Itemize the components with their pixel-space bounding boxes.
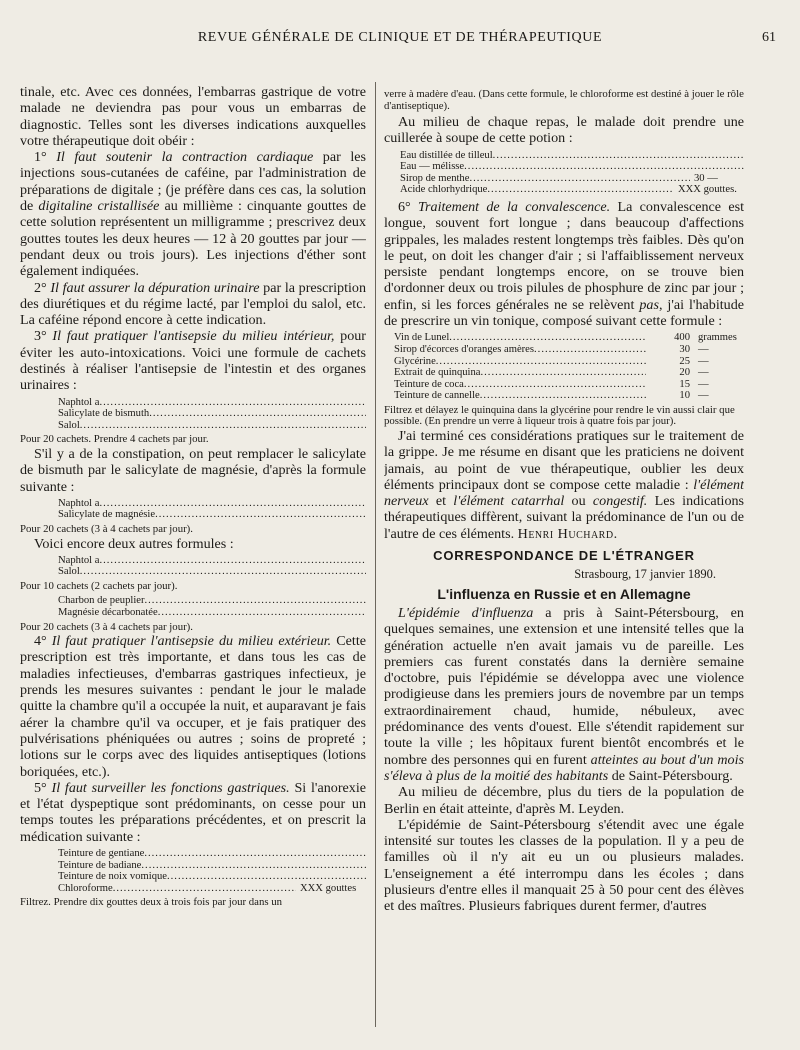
author-signature: Henri Huchard. xyxy=(517,525,618,542)
paragraph-indication-2: 2° Il faut assurer la dépuration urinaire par la prescription des diurétiques et du régime lacté, par l'emploi du salol, etc. La caféine répond encore à cette indication. xyxy=(20,279,366,329)
formula-row: Teinture de cannelle ..... 10 — xyxy=(394,390,744,402)
prescription-3: Naphtol a ..... Salol ..... xyxy=(20,555,366,578)
formula-row: Vin de Lunel ..... 400 grammes xyxy=(394,332,744,344)
paragraph: Voici encore deux autres formules : xyxy=(34,535,234,552)
formula-row: Glycérine ..... 25 — xyxy=(394,356,744,368)
paragraph-indication-1: 1° Il faut soutenir la contraction cardiaque par les injections sous-cutanées de caféine, par l'administration de préparations de digitale ; (je préfère dans ces cas, la solution de digitaline cristallisée au millième : cinquante gouttes de cette solution représentent un milligramme ; prescrivez deux gouttes toutes les deux heures — 12 à 20 gouttes par jour — pendant deux ou trois jours). Les injections d'éther sont également indiquées. xyxy=(20,149,366,280)
prescription-6: Eau distillée de tilleul ..... Eau — mélisse ..... Sirop de menthe ..... 30 — Acide chlorhydrique ..... XXX gouttes. xyxy=(384,150,744,196)
paragraph: tinale, etc. Avec ces données, l'embarras gastrique de votre malade ne deviendra pas pour vous un embarras de diagnostic. Telles sont les diverses indications auxquelles votre thérapeutique doit obéir : xyxy=(20,84,366,149)
prescription-note: verre à madère d'eau. (Dans cette formule, le chloroforme est destiné à jouer le rôle d'antiseptique). xyxy=(384,89,744,112)
formula-row: Sirop d'écorces d'oranges amères ..... 30 — xyxy=(394,344,744,356)
prescription-note: Filtrez. Prendre dix gouttes deux à trois fois par jour dans un xyxy=(20,896,283,909)
page-header xyxy=(18,30,782,52)
paragraph: L'épidémie de Saint-Pétersbourg s'étendit avec une égale intensité sur toutes les classes de la population. Il y a peu de familles où il n'y ait eu un ou plusieurs malades. L'enseignement a été interrompu dans les écoles ; dans plusieurs d'entre elles il manquait 25 à 50 pour cent des élèves et des maîtres. Plusieurs fabriques durent fermer, d'autres xyxy=(384,816,744,915)
prescription-note: Pour 20 cachets. Prendre 4 cachets par jour. xyxy=(20,433,209,446)
prescription-5: Teinture de gentiane ..... Teinture de badiane ..... Teinture de noix vomique ..... Chloroforme ..... XXX gouttes xyxy=(20,848,366,894)
prescription-2: Naphtol a ..... Salicylate de magnésie ..... xyxy=(20,498,366,521)
dateline: Strasbourg, 17 janvier 1890. xyxy=(574,566,716,581)
article-subtitle: L'influenza en Russie et en Allemagne xyxy=(437,585,691,602)
paragraph-indication-3: 3° Il faut pratiquer l'antisepsie du milieu intérieur, pour éviter les auto-intoxications. Voici une formule de cachets destinés à réaliser l'antisepsie de l'intestin et des organes urinaires : xyxy=(20,328,366,394)
section-title: CORRESPONDANCE DE L'ÉTRANGER xyxy=(433,547,695,563)
prescription-note: Pour 20 cachets (3 à 4 cachets par jour). xyxy=(20,620,193,633)
left-column xyxy=(20,84,366,909)
paragraph: S'il y a de la constipation, on peut remplacer le salicylate de bismuth par le salicylate de magnésie, d'après la formule suivante : xyxy=(20,445,366,495)
paragraph: L'épidémie d'influenza a pris à Saint-Pétersbourg, en quelques semaines, une extension et une intensité telles que la génération actuelle n'en avait jamais vu de pareille. Les premiers cas furent constatés dans la dernière semaine d'octobre, puis l'épidémie se développa avec une violence prodigieuse dans les premiers jours de novembre par un temps extraordinairement chaud, humide, nébuleux, avec prédominance des vents d'ouest. Elle s'étendit rapidement sur toute la ville ; les hôpitaux furent bientôt encombrés et le nombre des personnes qui en furent atteintes au bout d'un mois s'éleva à plus de la moitié des habitants de Saint-Pétersbourg. xyxy=(384,604,744,784)
running-title: REVUE GÉNÉRALE DE CLINIQUE ET DE THÉRAPEUTIQUE xyxy=(197,30,603,45)
prescription-note: Pour 10 cachets (2 cachets par jour). xyxy=(20,579,178,592)
page-number: 61 xyxy=(762,30,776,45)
formula-row: Teinture de coca ..... 15 — xyxy=(394,379,744,391)
paragraph: Au milieu de chaque repas, le malade doit prendre une cuillerée à soupe de cette potion : xyxy=(384,114,744,147)
column-rule xyxy=(375,82,376,1027)
right-column xyxy=(384,89,744,915)
paragraph-conclusion: J'ai terminé ces considérations pratiques sur le traitement de la grippe. Je me résume en disant que les praticiens ne doivent jamais, au point de vue thérapeutique, oublier les deux éléments principaux dont se compose cette maladie : l'élément nerveux et l'élément catarrhal ou congestif. Les indications thérapeutiques diffèrent, suivant la prédominance de l'un ou de l'autre de ces éléments. Henri Huchard. xyxy=(384,427,744,542)
prescription-7 xyxy=(384,332,744,402)
paragraph-indication-4: 4° Il faut pratiquer l'antisepsie du milieu extérieur. Cette prescription est très importante, et dans tous les cas de maladies infectieuses, d'embarras gastriques infectieux, je prends les mesures suivantes : pendant le jour le malade quitte la chambre qu'il a occupée la nuit, et auparavant je fais aérer la chambre qu'il va occuper, et je fais pratiquer des pulvérisations phéniquées ou autres ; soins de propreté ; lotions sur le corps avec des liquides antiseptiques (lotions boriquées, etc.). xyxy=(20,633,366,780)
prescription-note: Pour 20 cachets (3 à 4 cachets par jour). xyxy=(20,523,193,535)
prescription-1: Naphtol a ..... Salicylate de bismuth ..... Salol ..... xyxy=(20,397,366,432)
paragraph-indication-6: 6° Traitement de la convalescence. La convalescence est longue, souvent fort longue ; dans beaucoup d'affections grippales, les malades restent longtemps très faibles. Dès qu'on le peut, on doit les changer d'air ; si l'affaiblissement nerveux persiste pendant longtemps encore, on se trouve bien d'ordonner deux ou trois pilules de phosphure de zinc par jour ; enfin, si les forces générales ne se relèvent pas, j'ai l'habitude de prescrire un vin tonique, composé suivant cette formule : xyxy=(384,198,744,330)
paragraph: Au milieu de décembre, plus du tiers de la population de Berlin en était atteinte, d'après M. Leyden. xyxy=(384,784,744,817)
formula-row: Extrait de quinquina ..... 20 — xyxy=(394,367,744,379)
prescription-4: Charbon de peuplier ..... Magnésie décarbonatée ..... xyxy=(20,595,366,618)
paragraph-indication-5: 5° Il faut surveiller les fonctions gastriques. Si l'anorexie et l'état dyspeptique sont prédominants, on cesse pour un temps toutes les préparations précédentes, et on prescrit la médication suivante : xyxy=(20,779,366,845)
prescription-note: Filtrez et délayez le quinquina dans la glycérine pour rendre le vin aussi clair que possible. (En prendre un verre à liqueur trois à quatre fois par jour). xyxy=(384,403,735,428)
